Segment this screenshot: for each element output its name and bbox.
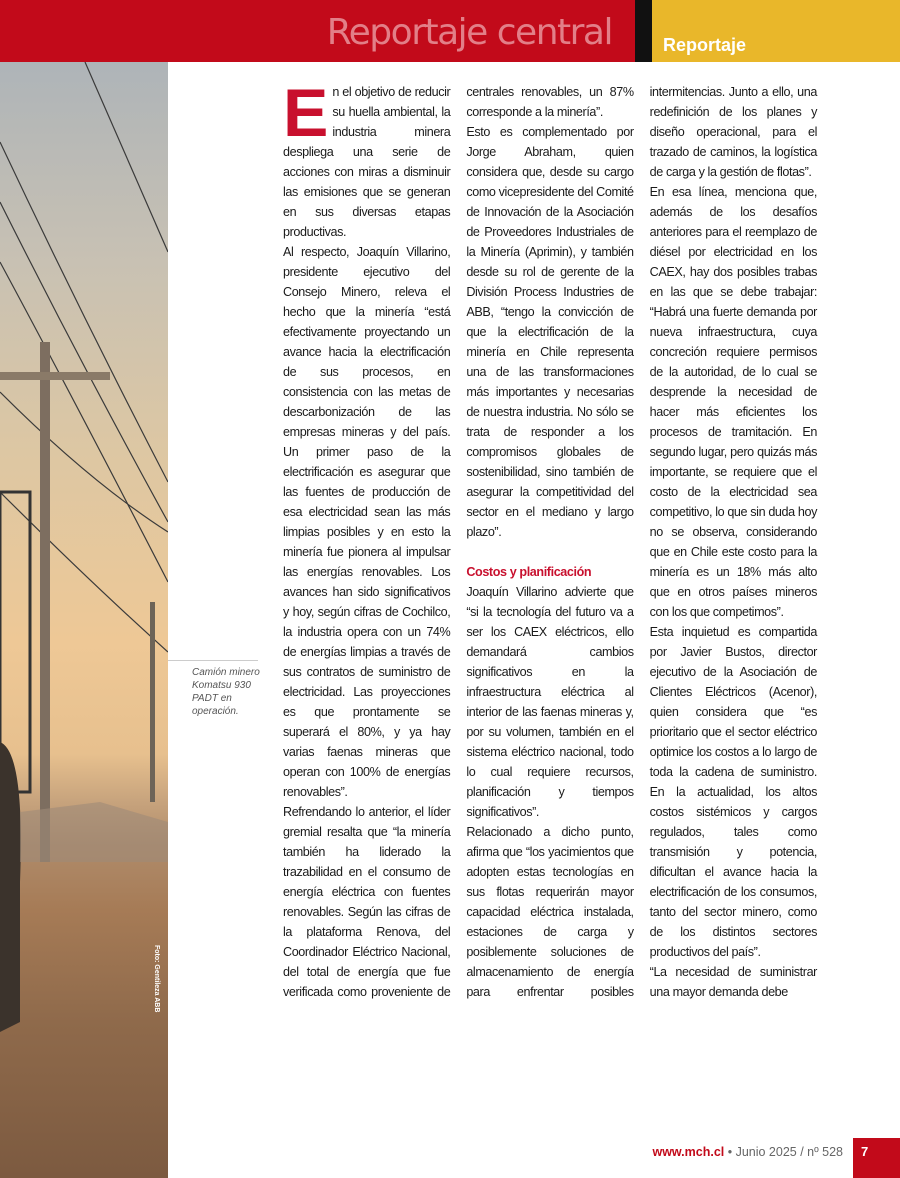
paragraph (283, 75, 451, 242)
paragraph: Esto es complementado por Jorge Abraham, quien considera que, desde su cargo como vicepresidente del Comité de Innovación de la Asociación de Proveedores Industriales de la Minería (Aprimin), y también desde su rol de gerente de la División Process Industries de ABB, “tengo la convicción de que la electrificación de la minería en Chile representa una de las transformaciones más importantes y necesarias de nuestra industria. No sólo se trata de responder a los compromisos globales de sostenibilidad, sino también de asegurar la competitividad del sector en el mediano y largo plazo”. (466, 125, 634, 539)
paragraph-text: n el objetivo de reducir su huella ambiental, la industria minera despliega una serie de acciones con miras a disminuir las emisiones que se generan en sus diversas etapas productivas. (283, 85, 451, 239)
caption-rule (168, 660, 258, 661)
mining-truck-photo (0, 62, 168, 1178)
page-number-box (853, 1138, 900, 1178)
power-lines-illustration (0, 62, 168, 1178)
footer (560, 1145, 843, 1159)
photo-caption: Camión minero Komatsu 930 PADT en operación. (192, 667, 260, 717)
paragraph: Joaquín Villarino advierte que “si la tecnología del futuro va a ser los CAEX eléctricos, ello demandará cambios significativos en la infraestructura eléctrica al interior de las faenas mineras y, por su volumen, también en el sistema eléctrico nacional, todo lo cual requiere recursos, planificación y tiempos significativos”. (466, 585, 634, 819)
subheading: Costos y planificación (466, 565, 592, 579)
website-link[interactable]: www.mch.cl (652, 1145, 725, 1159)
section-title: Reportaje central (326, 12, 612, 53)
header-divider (635, 0, 652, 62)
paragraph: Relacionado a dicho punto, afirma que “los yacimientos que adopten estas tecnologías en sus flotas requerirán mayor capacidad eléctrica instalada, estaciones de carga y posiblemente soluciones de almacenamiento de energía para enfrentar posibles intermitencias. Junto a ello, una redefinición de los planes y diseño operacional, para el trazado de caminos, la logística de carga y la gestión de flotas”. (466, 85, 817, 999)
paragraph: Refrendando lo anterior, el líder gremial resalta que “la minería también ha liderado la trazabilidad en el consumo de energía eléctrica con fuentes renovables. Según las cifras de la plataforma Renova, del Coordinador Eléctrico Nacional, del total de energía que fue verificada como proveniente de centrales renovables, un 87% corresponde a la minería”. (283, 85, 634, 999)
issue-info: • Junio 2025 / nº 528 (724, 1145, 843, 1159)
drop-cap: E (283, 75, 329, 151)
paragraph: Al respecto, Joaquín Villarino, presidente ejecutivo del Consejo Minero, releva el hecho que la minería “está efectivamente proyectando un avance hacia la electrificación de sus procesos, en consistencia con las metas de descarbonización de las empresas mineras y del país. Un primer paso de la electrificación es asegurar que las fuentes de producción de esa electricidad sean las más limpias posibles y en esto la minería fue pionera al impulsar las energías renovables. Los avances han sido significativos y hoy, según cifras de Cochilco, la industria opera con un 74% de energías limpias a través de sus contratos de suministro de electricidad. Las proyecciones es que prontamente se superará el 80%, y ya hay varias faenas mineras que operan con 100% de energías renovables”. (283, 245, 451, 799)
paragraph: “La necesidad de suministrar una mayor demanda debe (649, 965, 817, 999)
paragraph: Esta inquietud es compartida por Javier Bustos, director ejecutivo de la Asociación de Clientes Eléctricos (Acenor), quien considera que “es prioritario que el sector eléctrico optimice los costos a lo largo de toda la cadena de suministro. En la actualidad, los altos costos sistémicos y cargos regulados, tales como transmisión y potencia, dificultan el avance hacia la electrificación de los consumos, tanto del sector minero, como de los distintos sectores productivos del país”. (649, 625, 817, 959)
photo-credit: Foto: Gentileza ABB (153, 945, 160, 1013)
section-label: Reportaje (663, 35, 747, 55)
paragraph: En esa línea, menciona que, además de los desafíos anteriores para el reemplazo de diésel por electricidad en los CAEX, hay dos posibles trabas en las que se debe trabajar: “Habrá una fuerte demanda por nueva infraestructura, cuya concreción requiere permisos de la autoridad, de lo cual se desprende la necesidad de hacer más eficientes los procesos de tramitación. En segundo lugar, pero quizás más importante, se requiere que el costo de la electricidad sea competitivo, lo que sin duda hoy no se observa, considerando que en Chile este costo para la minería es un 18% más alto que en otros países mineros con los que competimos”. (649, 185, 817, 619)
page-number: 7 (861, 1144, 869, 1159)
article-body (283, 75, 817, 1002)
